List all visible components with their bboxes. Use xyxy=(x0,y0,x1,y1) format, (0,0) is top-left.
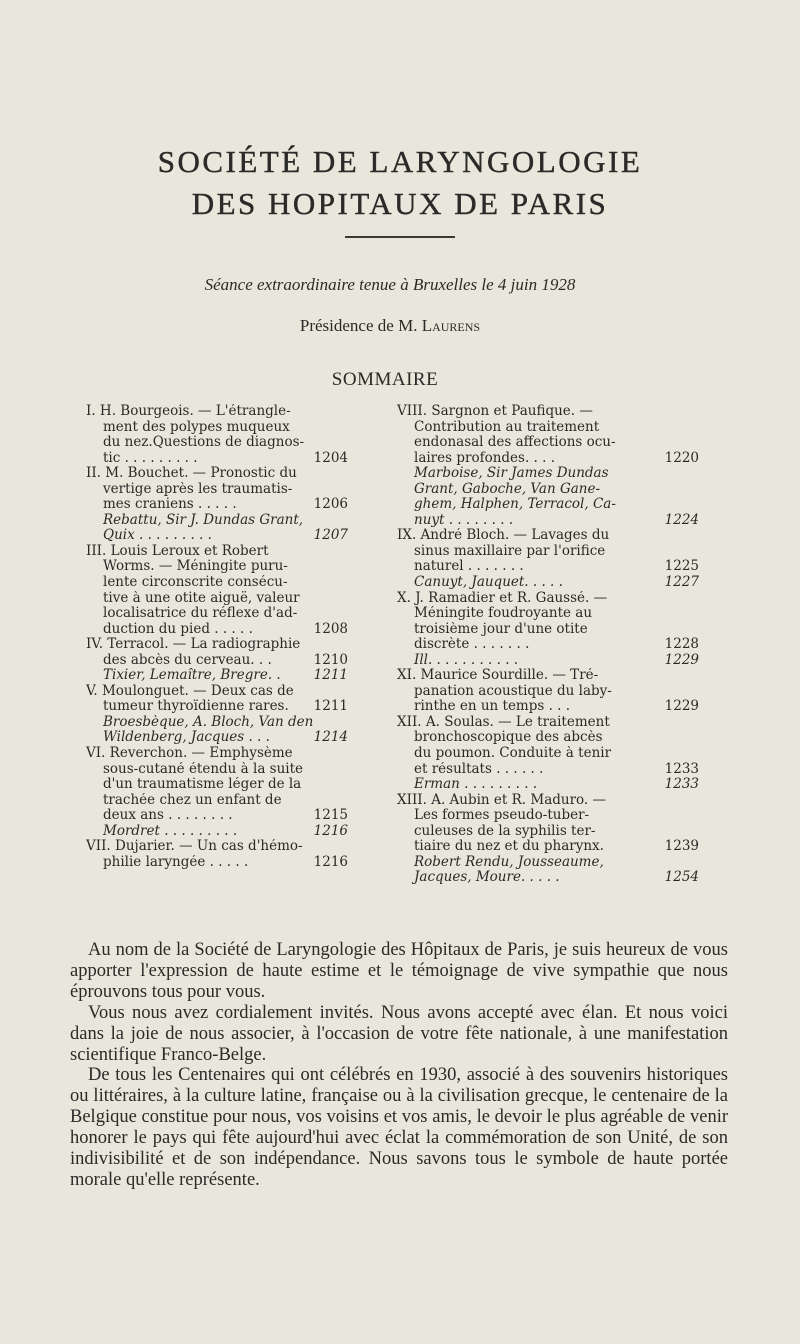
toc-line-text: localisatrice du réflexe d'ad- xyxy=(103,606,298,622)
toc-line-text: VII. Dujarier. — Un cas d'hémo- xyxy=(86,839,303,855)
toc-line xyxy=(397,793,699,809)
toc-line xyxy=(86,404,348,420)
toc-line-text: trachée chez un enfant de xyxy=(103,792,282,808)
address-text xyxy=(70,940,728,1191)
toc-line xyxy=(86,606,348,622)
toc-line-text: des abcès du cerveau. . . xyxy=(103,652,272,668)
toc-line-text: X. J. Ramadier et R. Gaussé. — xyxy=(397,590,608,606)
toc-page-number: 1215 xyxy=(313,808,348,824)
toc-line xyxy=(397,715,699,731)
toc-line xyxy=(397,808,699,824)
toc-line xyxy=(397,653,699,669)
society-title-line1: SOCIÉTÉ DE LARYNGOLOGIE xyxy=(157,144,643,179)
address-paragraph-2: Vous nous avez cordialement invités. Nous avons accepté avec élan. Et nous voici dans la joie de nous associer, à l'occasion de votre fête nationale, à une manifestation scientifique Franco-Belge. xyxy=(70,1002,728,1065)
toc-line xyxy=(86,762,348,778)
toc-line-text: tive à une otite aiguë, valeur xyxy=(103,590,300,606)
toc-line-text: XI. Maurice Sourdille. — Tré- xyxy=(397,668,599,684)
toc-line xyxy=(86,528,348,544)
toc-line xyxy=(86,855,348,871)
toc-right-column xyxy=(397,404,699,886)
toc-line xyxy=(397,451,699,467)
toc-line-text: XII. A. Soulas. — Le traitement xyxy=(397,714,610,730)
toc-line xyxy=(86,746,348,762)
toc-line xyxy=(86,839,348,855)
toc-line xyxy=(397,606,699,622)
toc-line xyxy=(397,420,699,436)
address-paragraph-3: De tous les Centenaires qui ont célébrés en 1930, associé à des souvenirs historiques ou littéraires, à la culture latine, française ou à la civilisation grecque, le centenaire de la Belgique constitue pour nous, vos voisins et vos amis, le devoir le plus agréable de venir honorer le pays qui fête aujourd'hui avec éclat la commémoration de son Unité, de son indivisibilité et de son indépendance. Nous savons tous le symbole de haute portée morale qu'elle représente. xyxy=(70,1065,728,1190)
president-name: Laurens xyxy=(421,316,481,335)
toc-line-text: discrète . . . . . . . xyxy=(414,637,530,653)
toc-page-number: 1254 xyxy=(664,870,699,886)
toc-line xyxy=(397,466,699,482)
presidence-line xyxy=(0,316,780,336)
toc-line-text: V. Moulonguet. — Deux cas de xyxy=(86,683,294,699)
toc-line xyxy=(397,528,699,544)
society-title-line2: DES HOPITAUX DE PARIS xyxy=(191,186,609,221)
toc-line-text: II. M. Bouchet. — Pronostic du xyxy=(86,466,297,482)
seance-line: Séance extraordinaire tenue à Bruxelles le 4 juin 1928 xyxy=(204,275,576,294)
toc-line-text: Canuyt, Jauquet. . . . . xyxy=(414,575,563,591)
toc-line-text: panation acoustique du laby- xyxy=(414,683,612,699)
toc-line-text: Wildenberg, Jacques . . . xyxy=(103,730,270,746)
toc-line-text: et résultats . . . . . . xyxy=(414,761,544,777)
toc-line xyxy=(86,482,348,498)
toc-page-number: 1204 xyxy=(313,450,348,466)
toc-line xyxy=(397,575,699,591)
toc-line-text: nuyt . . . . . . . . xyxy=(414,512,514,528)
toc-line-text: sous-cutané étendu à la suite xyxy=(103,761,304,777)
toc-line xyxy=(397,699,699,715)
toc-line xyxy=(397,684,699,700)
toc-line xyxy=(86,730,348,746)
toc-page-number: 1207 xyxy=(313,528,348,544)
toc-line-text: Les formes pseudo-tuber- xyxy=(414,808,590,824)
toc-line-text: duction du pied . . . . . xyxy=(103,621,253,637)
toc-line-text: Rebattu, Sir J. Dundas Grant, xyxy=(103,512,304,528)
toc-line xyxy=(397,637,699,653)
toc-line-text: laires profondes. . . . xyxy=(414,450,555,466)
toc-line-text: Jacques, Moure. . . . . xyxy=(414,870,560,886)
toc-line-text: vertige après les traumatis- xyxy=(103,481,293,497)
toc-page-number: 1228 xyxy=(664,637,699,653)
toc-page-number: 1210 xyxy=(313,652,348,668)
toc-line xyxy=(397,559,699,575)
toc-line xyxy=(397,544,699,560)
toc-line xyxy=(86,513,348,529)
toc-line-text: IV. Terracol. — La radiographie xyxy=(86,637,301,653)
toc-line-text: III. Louis Leroux et Robert xyxy=(86,543,269,559)
toc-line xyxy=(397,839,699,855)
toc-line-text: rinthe en un temps . . . xyxy=(414,699,571,715)
toc-line xyxy=(397,668,699,684)
toc-page-number: 1233 xyxy=(664,777,699,793)
toc-page-number: 1229 xyxy=(664,652,699,668)
toc-line-text: du poumon. Conduite à tenir xyxy=(414,746,612,762)
toc-line-text: Erman . . . . . . . . . xyxy=(414,777,538,793)
toc-line xyxy=(397,482,699,498)
toc-line xyxy=(397,730,699,746)
toc-page-number: 1229 xyxy=(664,699,699,715)
toc-line-text: troisième jour d'une otite xyxy=(414,621,588,637)
toc-line-text: I. H. Bourgeois. — L'étrangle- xyxy=(86,404,291,419)
toc-line xyxy=(397,855,699,871)
toc-line xyxy=(86,715,348,731)
toc-line xyxy=(397,824,699,840)
toc-page-number: 1227 xyxy=(664,575,699,591)
toc-line xyxy=(397,513,699,529)
toc-page-number: 1208 xyxy=(313,621,348,637)
toc-line-text: Grant, Gaboche, Van Gane- xyxy=(414,481,601,497)
toc-line-text: deux ans . . . . . . . . xyxy=(103,808,233,824)
address-paragraph-1: Au nom de la Société de Laryngologie des Hôpitaux de Paris, je suis heureux de vous apporter l'expression de haute estime et le témoignage de vive sympathie que nous éprouvons tous pour vous. xyxy=(70,940,728,1002)
toc-line xyxy=(86,575,348,591)
toc-line-text: ghem, Halphen, Terracol, Ca- xyxy=(414,497,616,513)
toc-line xyxy=(397,762,699,778)
toc-line-text: IX. André Bloch. — Lavages du xyxy=(397,528,610,544)
toc-line-text: tic . . . . . . . . . xyxy=(103,450,198,466)
toc-page-number: 1211 xyxy=(313,699,348,715)
toc-line-text: sinus maxillaire par l'orifice xyxy=(414,543,606,559)
title-divider xyxy=(345,236,455,238)
toc-line-text: Marboise, Sir James Dundas xyxy=(414,466,609,482)
toc-line xyxy=(86,793,348,809)
toc-line-text: philie laryngée . . . . . xyxy=(103,854,249,870)
toc-line-text: tumeur thyroïdienne rares. xyxy=(103,699,289,715)
toc-line xyxy=(397,435,699,451)
toc-line-text: lente circonscrite consécu- xyxy=(103,575,288,591)
toc-line-text: VI. Reverchon. — Emphysème xyxy=(86,746,293,762)
toc-line-text: Ill. . . . . . . . . . . xyxy=(414,652,519,668)
toc-line-text: d'un traumatisme léger de la xyxy=(103,777,302,793)
presidence-prefix: Présidence de M. xyxy=(299,316,422,335)
toc-page-number: 1225 xyxy=(664,559,699,575)
toc-line xyxy=(86,699,348,715)
toc-line xyxy=(397,746,699,762)
toc-line xyxy=(397,591,699,607)
toc-line xyxy=(86,466,348,482)
toc-line xyxy=(86,637,348,653)
toc-line xyxy=(86,420,348,436)
toc-line xyxy=(86,435,348,451)
toc-line-text: VIII. Sargnon et Paufique. — xyxy=(397,404,593,419)
toc-line xyxy=(86,808,348,824)
toc-line xyxy=(86,559,348,575)
toc-line xyxy=(86,622,348,638)
toc-line-text: Tixier, Lemaître, Bregre. . xyxy=(103,668,281,684)
toc-line xyxy=(397,777,699,793)
sommaire-heading: SOMMAIRE xyxy=(331,369,439,390)
toc-line-text: endonasal des affections ocu- xyxy=(414,435,616,451)
toc-page-number: 1211 xyxy=(313,668,348,684)
toc-line xyxy=(397,497,699,513)
toc-line-text: Quix . . . . . . . . . xyxy=(103,528,212,544)
toc-page-number: 1216 xyxy=(313,823,348,839)
toc-line xyxy=(86,824,348,840)
toc-line xyxy=(397,870,699,886)
toc-line-text: bronchoscopique des abcès xyxy=(414,730,603,746)
toc-page-number: 1216 xyxy=(313,854,348,870)
toc-page-number: 1239 xyxy=(664,839,699,855)
toc-line-text: du nez.Questions de diagnos- xyxy=(103,435,305,451)
toc-page-number: 1220 xyxy=(664,450,699,466)
toc-line xyxy=(86,777,348,793)
toc-line-text: culeuses de la syphilis ter- xyxy=(414,823,596,839)
toc-line-text: Méningite foudroyante au xyxy=(414,606,593,622)
toc-line xyxy=(397,404,699,420)
toc-line-text: Contribution au traitement xyxy=(414,419,600,435)
toc-line xyxy=(86,653,348,669)
toc-line xyxy=(86,451,348,467)
toc-line xyxy=(86,497,348,513)
toc-left-column xyxy=(86,404,348,870)
toc-line xyxy=(86,591,348,607)
toc-page-number: 1224 xyxy=(664,512,699,528)
toc-line xyxy=(86,544,348,560)
toc-line-text: ment des polypes muqueux xyxy=(103,419,290,435)
toc-page-number: 1233 xyxy=(664,761,699,777)
toc-line-text: Worms. — Méningite puru- xyxy=(103,559,288,575)
toc-line-text: Mordret . . . . . . . . . xyxy=(103,823,238,839)
toc-line-text: Robert Rendu, Jousseaume, xyxy=(414,854,604,870)
toc-line-text: Broesbèque, A. Bloch, Van den xyxy=(103,714,314,730)
toc-line-text: tiaire du nez et du pharynx. xyxy=(414,839,604,855)
toc-line-text: mes craniens . . . . . xyxy=(103,497,237,513)
toc-line xyxy=(397,622,699,638)
toc-line-text: XIII. A. Aubin et R. Maduro. — xyxy=(397,792,606,808)
toc-line xyxy=(86,668,348,684)
toc-line xyxy=(86,684,348,700)
toc-page-number: 1214 xyxy=(313,730,348,746)
toc-line-text: naturel . . . . . . . xyxy=(414,559,524,575)
toc-page-number: 1206 xyxy=(313,497,348,513)
